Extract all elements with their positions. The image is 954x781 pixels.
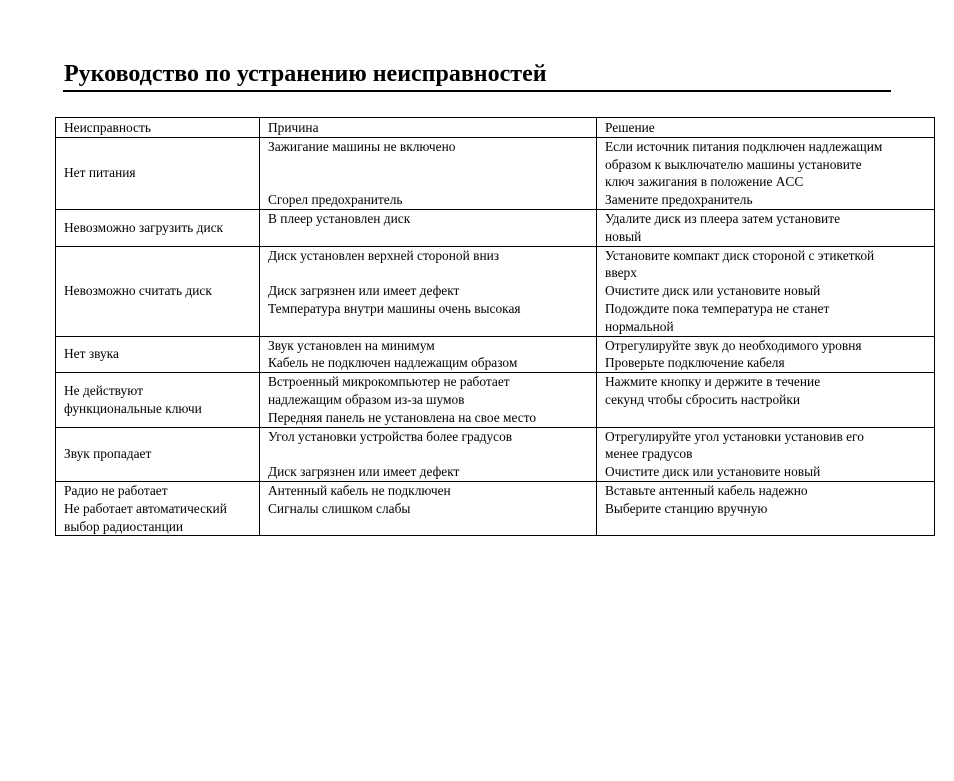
table-row [56,373,935,427]
solution-cell-line: ключ зажигания в положение ACC [605,174,804,190]
fault-cell [56,137,260,209]
table-header-row [56,118,935,138]
solution-cell [597,246,935,336]
fault-cell-line: Не действуют [64,383,143,399]
cause-cell-line: Диск установлен верхней стороной вниз [268,247,500,263]
troubleshooting-table [55,117,935,536]
cause-cell [260,373,597,427]
solution-cell [597,336,935,373]
table-row [56,246,935,336]
cause-cell-line: Кабель не подключен надлежащим образом [268,355,518,371]
table-row [56,427,935,481]
cause-cell-line: Звук установлен на минимум [268,337,435,353]
solution-cell-line: Вставьте антенный кабель надежно [605,482,808,498]
solution-cell-line: образом к выключателю машины установите [605,156,862,172]
cause-cell-line: Встроенный микрокомпьютер не работает [268,374,510,390]
solution-cell-line: Установите компакт диск стороной с этикеткой [605,247,875,263]
solution-cell-line: Выберите станцию вручную [605,500,768,516]
solution-cell-line: Отрегулируйте звук до необходимого уровня [605,337,862,353]
fault-cell-line: Невозможно загрузить диск [64,219,224,235]
header-cause: Причина [260,118,597,138]
solution-cell-line: Если источник питания подключен надлежащим [605,138,883,154]
solution-cell-line: секунд чтобы сбросить настройки [605,391,801,407]
cause-cell [260,427,597,481]
fault-cell-line: Звук пропадает [64,446,152,462]
solution-cell-line: Нажмите кнопку и держите в течение [605,374,821,390]
table-row [56,209,935,246]
solution-cell-line: Отрегулируйте угол установки установив его [605,428,864,444]
solution-cell-line: Подождите пока температура не станет [605,300,830,316]
cause-cell [260,481,597,535]
cause-cell-line: Диск загрязнен или имеет дефект [268,464,460,480]
solution-cell [597,427,935,481]
cause-cell-line [268,156,588,174]
solution-cell [597,137,935,209]
cause-cell [260,137,597,209]
cause-cell [260,246,597,336]
solution-cell-line: новый [605,228,642,244]
table-row [56,137,935,209]
fault-cell-line: Невозможно считать диск [64,283,212,299]
solution-cell-line: вверх [605,265,637,281]
cause-cell-line: Диск загрязнен или имеет дефект [268,283,460,299]
solution-cell [597,481,935,535]
table-row [56,336,935,373]
cause-cell-line: Сгорел предохранитель [268,192,403,208]
solution-cell-line: Удалите диск из плеера затем установите [605,210,841,226]
title-underline [63,90,891,92]
fault-cell-line: Радио не работает [64,482,168,498]
cause-cell [260,336,597,373]
fault-cell [56,427,260,481]
solution-cell-line: Очистите диск или установите новый [605,464,821,480]
cause-cell-line [268,445,588,463]
cause-cell-line: Антенный кабель не подключен [268,482,451,498]
solution-cell [597,373,935,427]
solution-cell-line: нормальной [605,318,674,334]
fault-cell-line: выбор радиостанции [64,518,184,534]
fault-cell-line: функциональные ключи [64,400,202,416]
solution-cell-line: Замените предохранитель [605,192,753,208]
cause-cell-line: Зажигание машины не включено [268,138,456,154]
page-title: Руководство по устранению неисправностей [64,61,547,87]
cause-cell-line: Передняя панель не установлена на свое место [268,409,537,425]
fault-cell-line: Нет звука [64,346,119,362]
cause-cell-line: Угол установки устройства более градусов [268,428,513,444]
solution-cell-line: менее градусов [605,446,693,462]
cause-cell [260,209,597,246]
cause-cell-line: В плеер установлен диск [268,210,411,226]
fault-cell [56,373,260,427]
fault-cell-line: Не работает автоматический [64,500,227,516]
header-fault: Неисправность [56,118,260,138]
cause-cell-line: Сигналы слишком слабы [268,500,411,516]
solution-cell [597,209,935,246]
fault-cell [56,336,260,373]
table-row [56,481,935,535]
cause-cell-line: Температура внутри машины очень высокая [268,300,521,316]
solution-cell-line: Проверьте подключение кабеля [605,355,785,371]
cause-cell-line [268,264,588,282]
cause-cell-line [268,173,588,191]
fault-cell-line: Нет питания [64,165,136,181]
fault-cell [56,246,260,336]
cause-cell-line: надлежащим образом из-за шумов [268,391,465,407]
fault-cell [56,209,260,246]
fault-cell [56,481,260,535]
solution-cell-line: Очистите диск или установите новый [605,283,821,299]
header-solution: Решение [597,118,935,138]
